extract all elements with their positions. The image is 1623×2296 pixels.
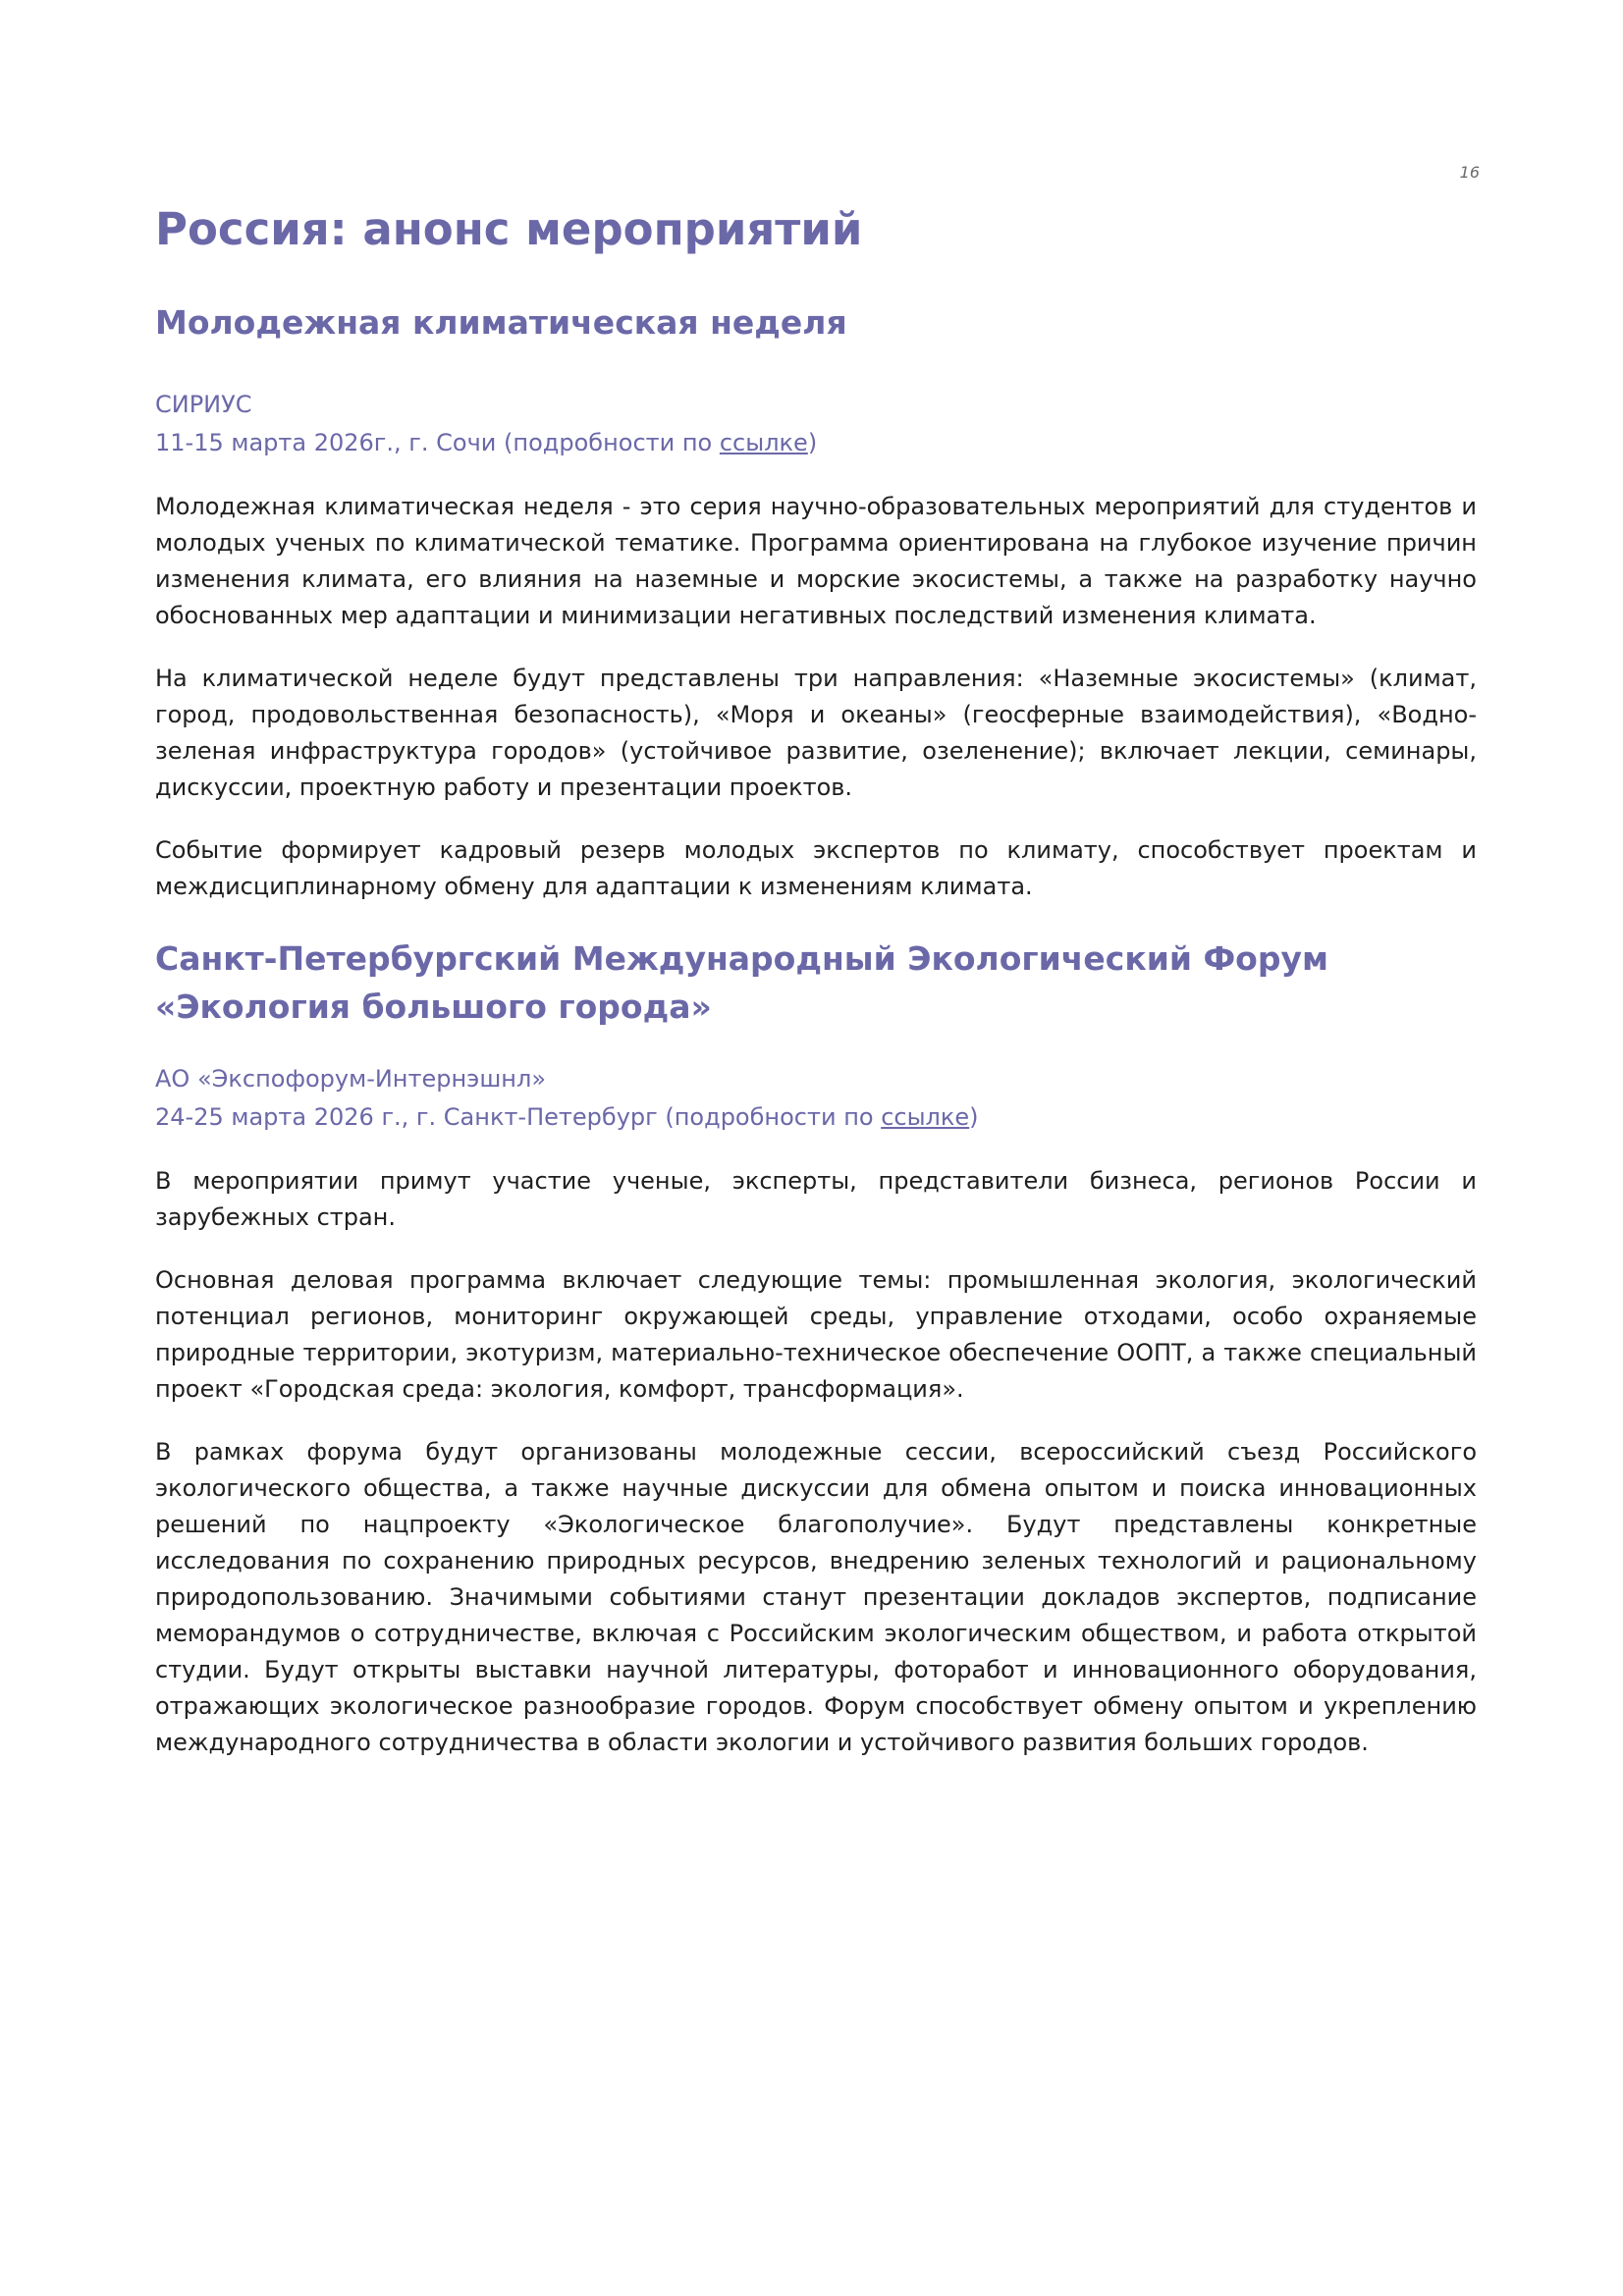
event-2-organizer: АО «Экспофорум-Интернэшнл»	[155, 1065, 547, 1093]
event-1-close-paren: )	[807, 429, 818, 456]
page-content	[155, 202, 1477, 1761]
event-2-close-paren: )	[969, 1103, 979, 1131]
event-1-meta	[155, 386, 1477, 462]
event-2-meta	[155, 1060, 1477, 1137]
event-2-date-place	[155, 1098, 1477, 1137]
event-1-date-place	[155, 424, 1477, 462]
event-1-paragraph-2: На климатической неделе будут представлены три направления: «Наземные экосистемы» (климат, город, продовольственная безопасность), «Моря и океаны» (геосферные взаимодействия), «Водно-зеленая инфраструктура городов» (устойчивое развитие, озеленение); включает лекции, семинары, дискуссии, проектную работу и презентации проектов.	[155, 665, 1477, 801]
event-1-paragraph-1: Молодежная климатическая неделя - это серия научно-образовательных мероприятий для студентов и молодых ученых по климатической тематике. Программа ориентирована на глубокое изучение причин изменения климата, его влияния на наземные и морские экосистемы, а также на разработку научно обоснованных мер адаптации и минимизации негативных последствий изменения климата.	[155, 493, 1477, 629]
event-2-paragraph-1: В мероприятии примут участие ученые, эксперты, представители бизнеса, регионов России и зарубежных стран.	[155, 1167, 1477, 1231]
event-2-heading: Санкт-Петербургский Международный Экологический Форум «Экология большого города»	[155, 939, 1328, 1026]
event-2-paragraph-3: В рамках форума будут организованы молодежные сессии, всероссийский съезд Российского экологического общества, а также научные дискуссии для обмена опытом и поиска инновационных решений по нацпроекту «Экологическое благополучие». Будут представлены конкретные исследования по сохранению природных ресурсов, внедрению зеленых технологий и рациональному природопользованию. Значимыми событиями станут презентации докладов экспертов, подписание меморандумов о сотрудничестве, включая с Российским экологическим обществом, и работа открытой студии. Будут открыты выставки научной литературы, фоторабот и инновационного оборудования, отражающих экологическое разнообразие городов. Форум способствует обмену опытом и укреплению международного сотрудничества в области экологии и устойчивого развития больших городов.	[155, 1438, 1477, 1756]
event-1-details-link[interactable]: ссылке	[719, 429, 808, 456]
page-title: Россия: анонс мероприятий	[155, 203, 863, 255]
event-2-date-text: 24-25 марта 2026 г., г. Санкт-Петербург (подробности по	[155, 1103, 882, 1131]
event-1-paragraph-3: Событие формирует кадровый резерв молодых экспертов по климату, способствует проектам и междисциплинарному обмену для адаптации к изменениям климата.	[155, 836, 1477, 900]
event-1-organizer: СИРИУС	[155, 391, 252, 418]
page-number: 16	[1459, 163, 1480, 182]
event-1-date-text: 11-15 марта 2026г., г. Сочи (подробности по	[155, 429, 720, 456]
event-2-details-link[interactable]: ссылке	[881, 1103, 970, 1131]
event-1-heading: Молодежная климатическая неделя	[155, 303, 847, 342]
event-2-paragraph-2: Основная деловая программа включает следующие темы: промышленная экология, экологический потенциал регионов, мониторинг окружающей среды, управление отходами, особо охраняемые природные территории, экотуризм, материально-техническое обеспечение ООПТ, а также специальный проект «Городская среда: экология, комфорт, трансформация».	[155, 1266, 1477, 1403]
